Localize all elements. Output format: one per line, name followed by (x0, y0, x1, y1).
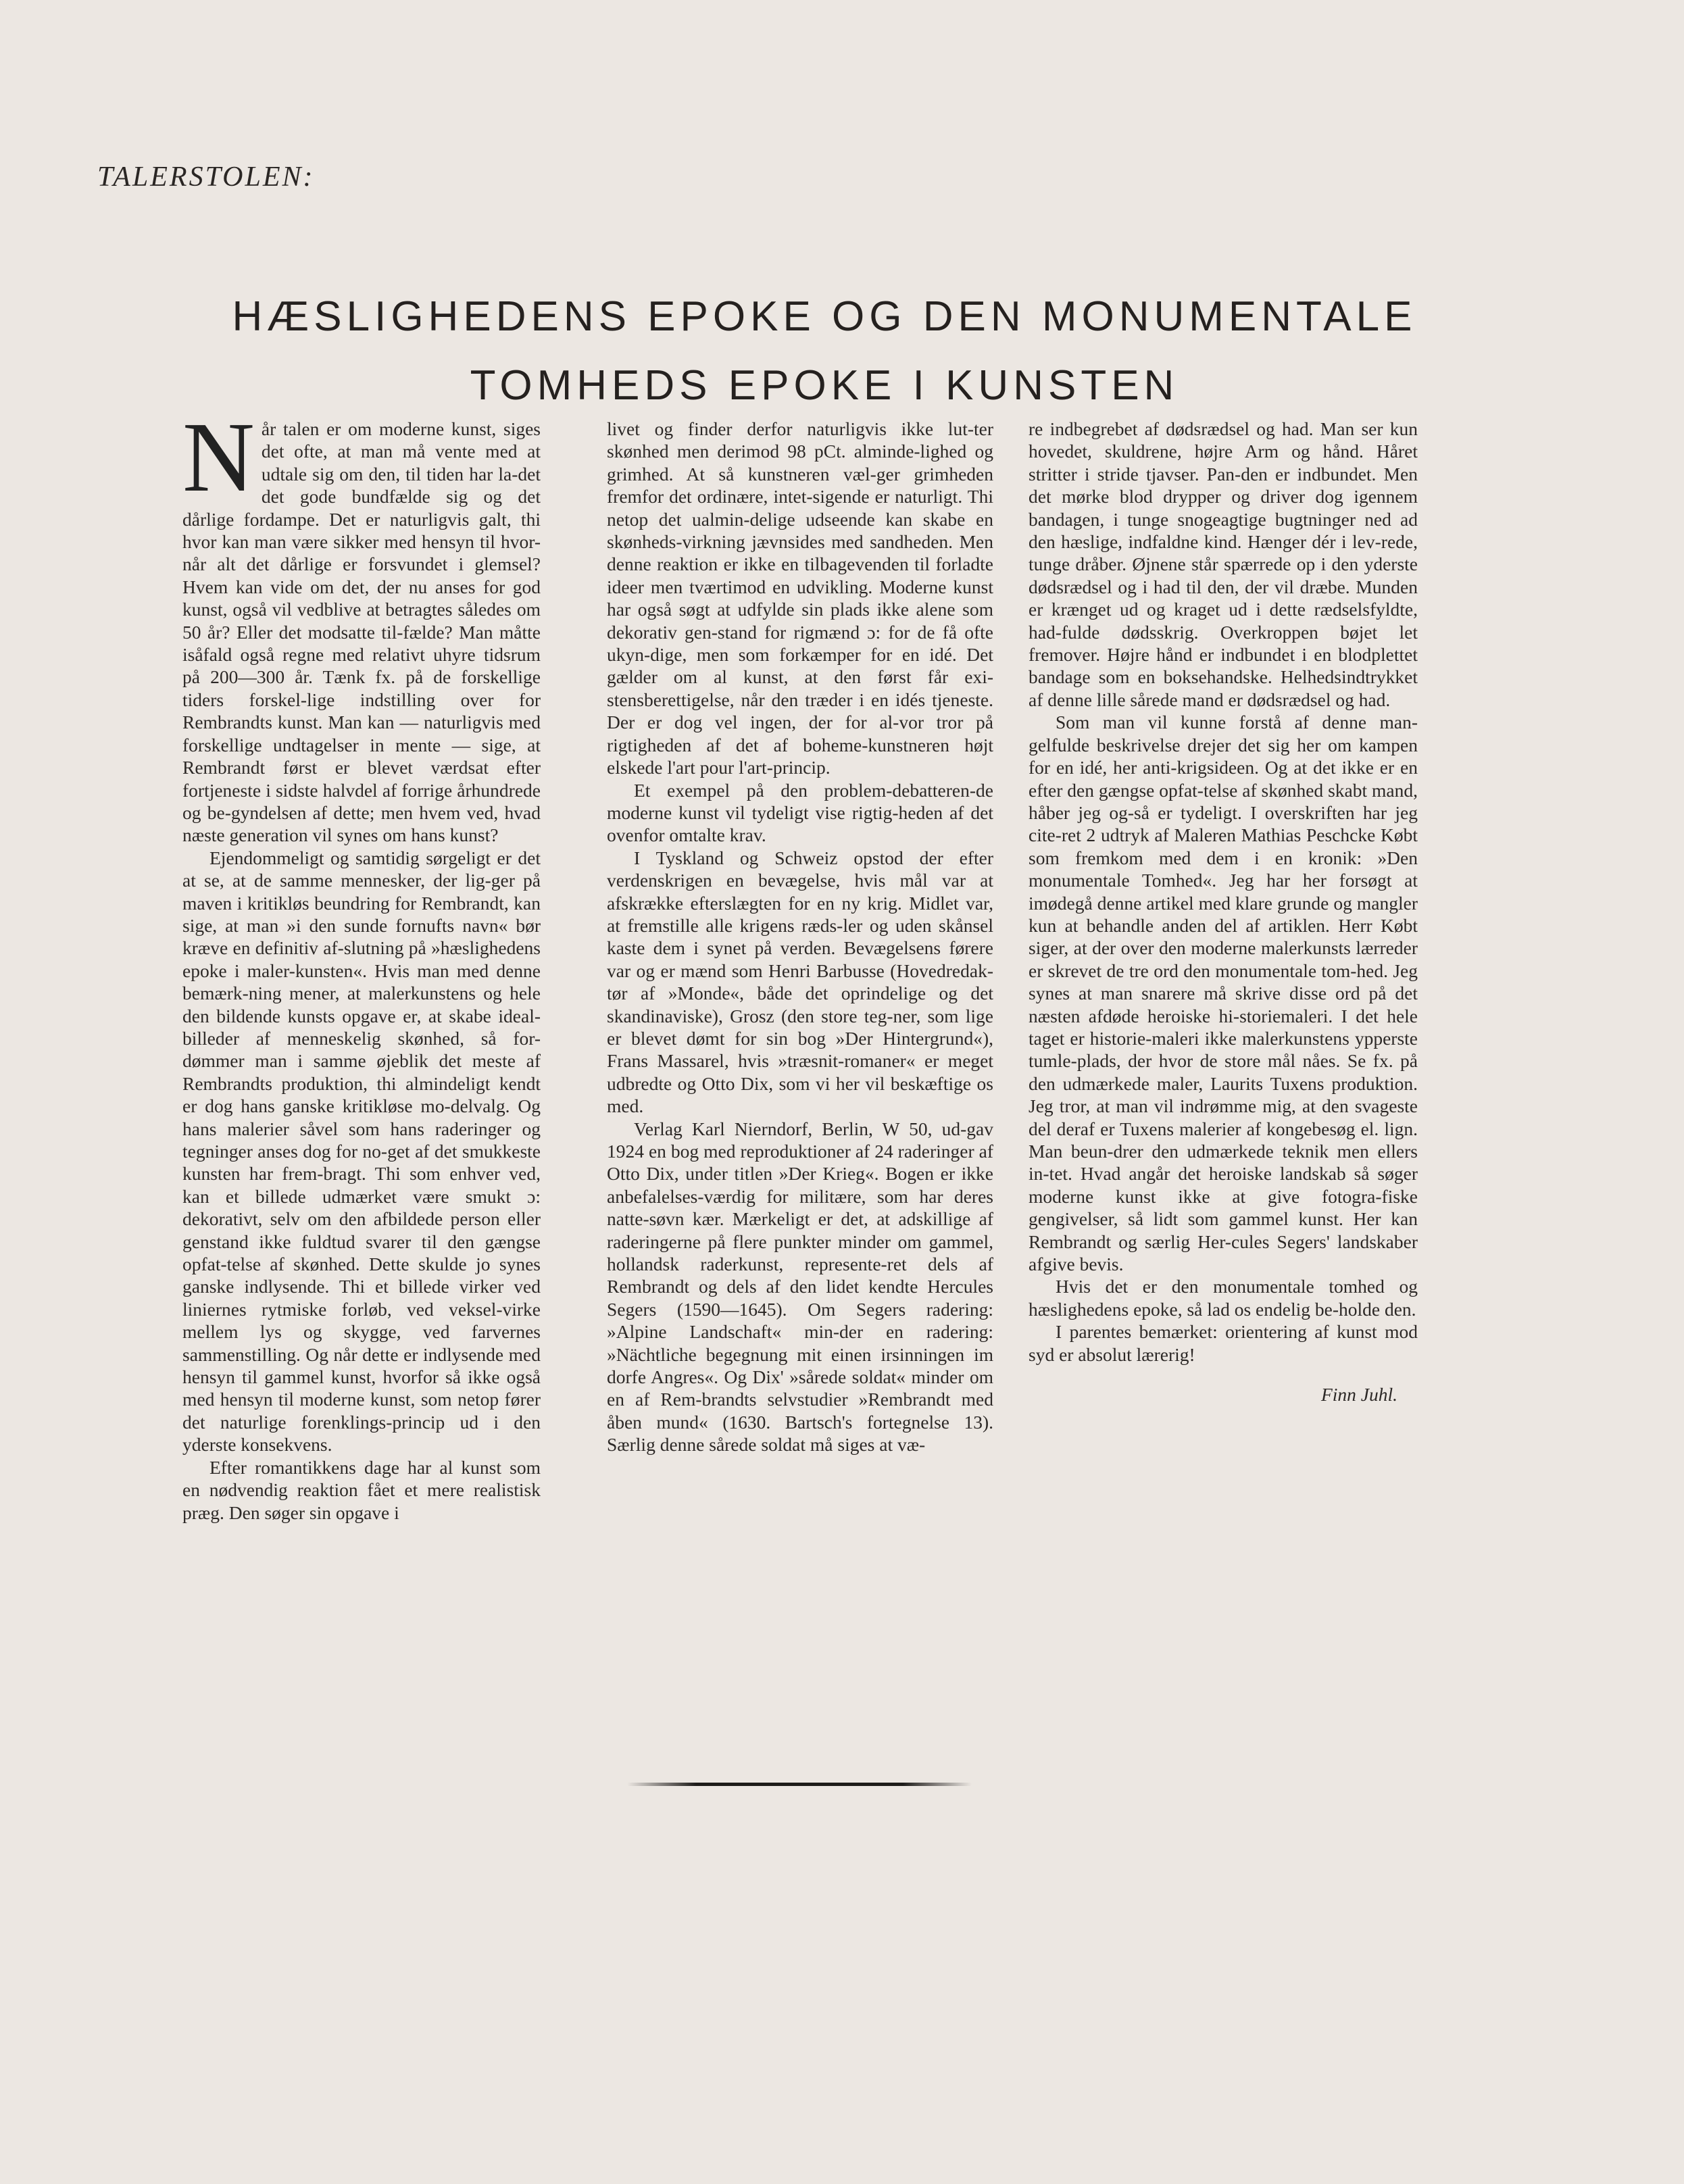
paragraph: re indbegrebet af dødsrædsel og had. Man ser kun hovedet, skuldrene, højre Arm og hånd. Håret stritter i stride tjavser. Pan-den er indbundet. Men det mørke blod drypper og driver dog igennem bandagen, i tunge snogeagtige bugtninger ned ad den hæslige, indfaldne kind. Hænger dér i lev-rede, tunge dråber. Øjnene står spærrede op i den yderste dødsrædsel og i had til den, der vil dræbe. Munden er krænget ud og kraget ud i dette rædselsfyldte, had-fulde dødsskrig. Overkroppen bøjet let fremover. Højre hånd er indbundet i en blodplettet bandage som en boksehandske. Helhedsindtrykket af denne lille sårede mand er dødsrædsel og had. (1029, 418, 1418, 710)
paragraph: år talen er om moderne kunst, siges det ofte, at man må vente med at udtale sig om den, til tiden har la-det det gode bundfælde sig og det dårlige fordampe. Det er naturligvis galt, thi hvor kan man være sikker med hensyn til hvor-når alt det dårlige er forsvundet i glemsel? Hvem kan vide om det, der nu anses for god kunst, også vil vedblive at betragtes således om 50 år? Eller det modsatte til-fælde? Man måtte isåfald også regne med relativt uhyre tidsrum på 200—300 år. Tænk fx. på de forskellige tiders forskel-lige indstilling over for Rembrandts kunst. Man kan — naturligvis med forskellige undtagelser in mente — sige, at Rembrandt først er blevet værdsat efter fortjeneste i sidste halvdel af forrige århundrede og be-gyndelsen af dette; men hvem ved, hvad næste generation vil synes om hans kunst? (182, 418, 541, 846)
paragraph: Efter romantikkens dage har al kunst som en nødvendig reaktion fået et mere realistisk præg. Den søger sin opgave i (182, 1456, 541, 1523)
paragraph: Som man vil kunne forstå af denne man-gelfulde beskrivelse drejer det sig her om kampen for en idé, her anti-krigsideen. Og at det ikke er en efter den gængse opfat-telse af skønhed skabt mand, håber jeg og-så er tydeligt. I overskriften har jeg cite-ret 2 udtryk af Maleren Mathias Peschcke Købt som fremkom med dem i en kronik: »Den monumentale Tomhed«. Jeg har her forsøgt at imødegå denne artikel med klare grunde og mangler kun at behandle anden del af artiklen. Herr Købt siger, at der over den moderne malerkunsts lærreder er skrevet de tre ord den monumentale tom-hed. Jeg synes at man snarere må skrive disse ord på det næsten afdøde heroiske hi-storiemaleri. I det hele taget er historie-maleri ikke malerkunstens ypperste tumle-plads, der hvor de store mål nåes. Se fx. på den udmærkede maler, Laurits Tuxens produktion. Jeg tror, at man vil indrømme mig, at den svageste del deraf er Tuxens malerier af kongebesøg el. lign. Man beun-drer den udmærkede teknik men ellers in-tet. Hvad angår det heroiske landskab så søger moderne kunst ikke at give fotogra-fiske gengivelser, så lidt som gammel kunst. Her kan Rembrandt og særlig Her-cules Segers' landskaber afgive bevis. (1029, 712, 1418, 1275)
paragraph: I Tyskland og Schweiz opstod der efter verdenskrigen en bevægelse, hvis mål var at afskrække efterslægten for en ny krig. Midlet var, at fremstille alle krigens ræds-ler og uden skånsel kaste dem i synet på verden. Bevægelsens førere var og er mænd som Henri Barbusse (Hovedredak-tør af »Monde«, både det oprindelige og det skandinaviske), Grosz (den store teg-ner, som lige er blevet dømt for sin bog »Der Hintergrund«), Frans Massarel, hvis »træsnit-romaner« er meget udbredte og Otto Dix, som vi her vil beskæftige os med. (607, 847, 993, 1117)
paragraph: Verlag Karl Nierndorf, Berlin, W 50, ud-gav 1924 en bog med reproduktioner af 24 raderinger af Otto Dix, under titlen »Der Krieg«. Bogen er ikke anbefalelses-værdig for militære, som har deres natte-søvn kær. Mærkeligt er det, at adskillige af raderingerne på flere punkter minder om gammel, hollandsk raderkunst, represente-ret dels af Rembrandt og dels af den lidet kendte Hercules Segers (1590—1645). Om Segers radering: »Alpine Landschaft« min-der en radering: »Nächtliche begegnung mit einen irsinningen im dorfe Angres«. Og Dix' »sårede soldat« minder om en af Rem-brandts selvstudier »Rembrandt med åben mund« (1630. Bartsch's fortegnelse 13). Særlig denne sårede soldat må siges at væ- (607, 1118, 993, 1456)
article-title-line-2: TOMHEDS EPOKE I KUNSTEN (470, 362, 1179, 409)
end-rule-divider (627, 1783, 972, 1786)
article-column-3 (1029, 418, 1418, 1406)
article-column-1 (182, 402, 541, 1524)
article-column-2 (607, 418, 993, 1456)
paragraph: livet og finder derfor naturligvis ikke lut-ter skønhed men derimod 98 pCt. alminde-lighed og grimhed. At så kunstneren væl-ger grimheden fremfor det ordinære, intet-sigende er naturligt. Thi netop det ualmin-delige udseende kan skabe en skønheds-virkning jævnsides med sandheden. Men denne reaktion er ikke en tilbagevenden til forladte ideer men tværtimod en udvikling. Moderne kunst har også søgt at udfylde sin plads ikke alene som dekorativ gen-stand for rigmænd ɔ: for de få ofte ukyn-dige, men som forkæmper for en idé. Det gælder om al kunst, at den først får exi-stensberettigelse, når den træder i en idés tjeneste. Der er dog vel ingen, der for al-vor tror på rigtigheden af det af boheme-kunstneren højt elskede l'art pour l'art-princip. (607, 418, 993, 778)
paragraph: Ejendommeligt og samtidig sørgeligt er det at se, at de samme mennesker, der lig-ger på maven i kritikløs beundring for Rembrandt, kan sige, at man »i den sunde fornufts navn« bør kræve en definitiv af-slutning på »hæslighedens epoke i maler-kunsten«. Hvis man med denne bemærk-ning mener, at malerkunstens og hele den bildende kunsts opgave er, at skabe ideal-billeder af menneskelig skønhed, så for-dømmer man i samme øjeblik det meste af Rembrandts produktion, thi almindeligt kendt er dog hans ganske kritikløse mo-delvalg. Og hans malerier såvel som hans raderinger og tegninger anses dog for no-get af det smukkeste kunsten har frem-bragt. Thi som enhver ved, kan et billede udmærket være smukt ɔ: dekorativt, selv om den afbildede person eller genstand ikke fuldtud svarer til den gængse opfat-telse af skønhed. Dette skulde jo synes ganske indlysende. Thi et billede virker ved liniernes rytmiske forløb, ved veksel-virke mellem lys og skygge, ved farvernes sammenstilling. Og når dette er indlysende med hensyn til gammel kunst, hvorfor så ikke også med hensyn til moderne kunst, som netop fører det naturlige forenklings-princip ud i den yderste konsekvens. (182, 847, 541, 1456)
paragraph: Et exempel på den problem-debatteren-de moderne kunst vil tydeligt vise rigtig-heden af det ovenfor omtalte krav. (607, 779, 993, 846)
author-signature: Finn Juhl. (1320, 1384, 1397, 1406)
paragraph: Hvis det er den monumentale tomhed og hæslighedens epoke, så lad os endelig be-holde den. (1029, 1276, 1418, 1320)
drop-cap: N (182, 402, 255, 513)
article-title-line-1: HÆSLIGHEDENS EPOKE OG DEN MONUMENTALE (232, 293, 1417, 340)
article-title (162, 282, 1487, 420)
section-label: TALERSTOLEN: (97, 162, 315, 193)
paragraph: I parentes bemærket: orientering af kunst mod syd er absolut lærerig! (1029, 1321, 1418, 1365)
